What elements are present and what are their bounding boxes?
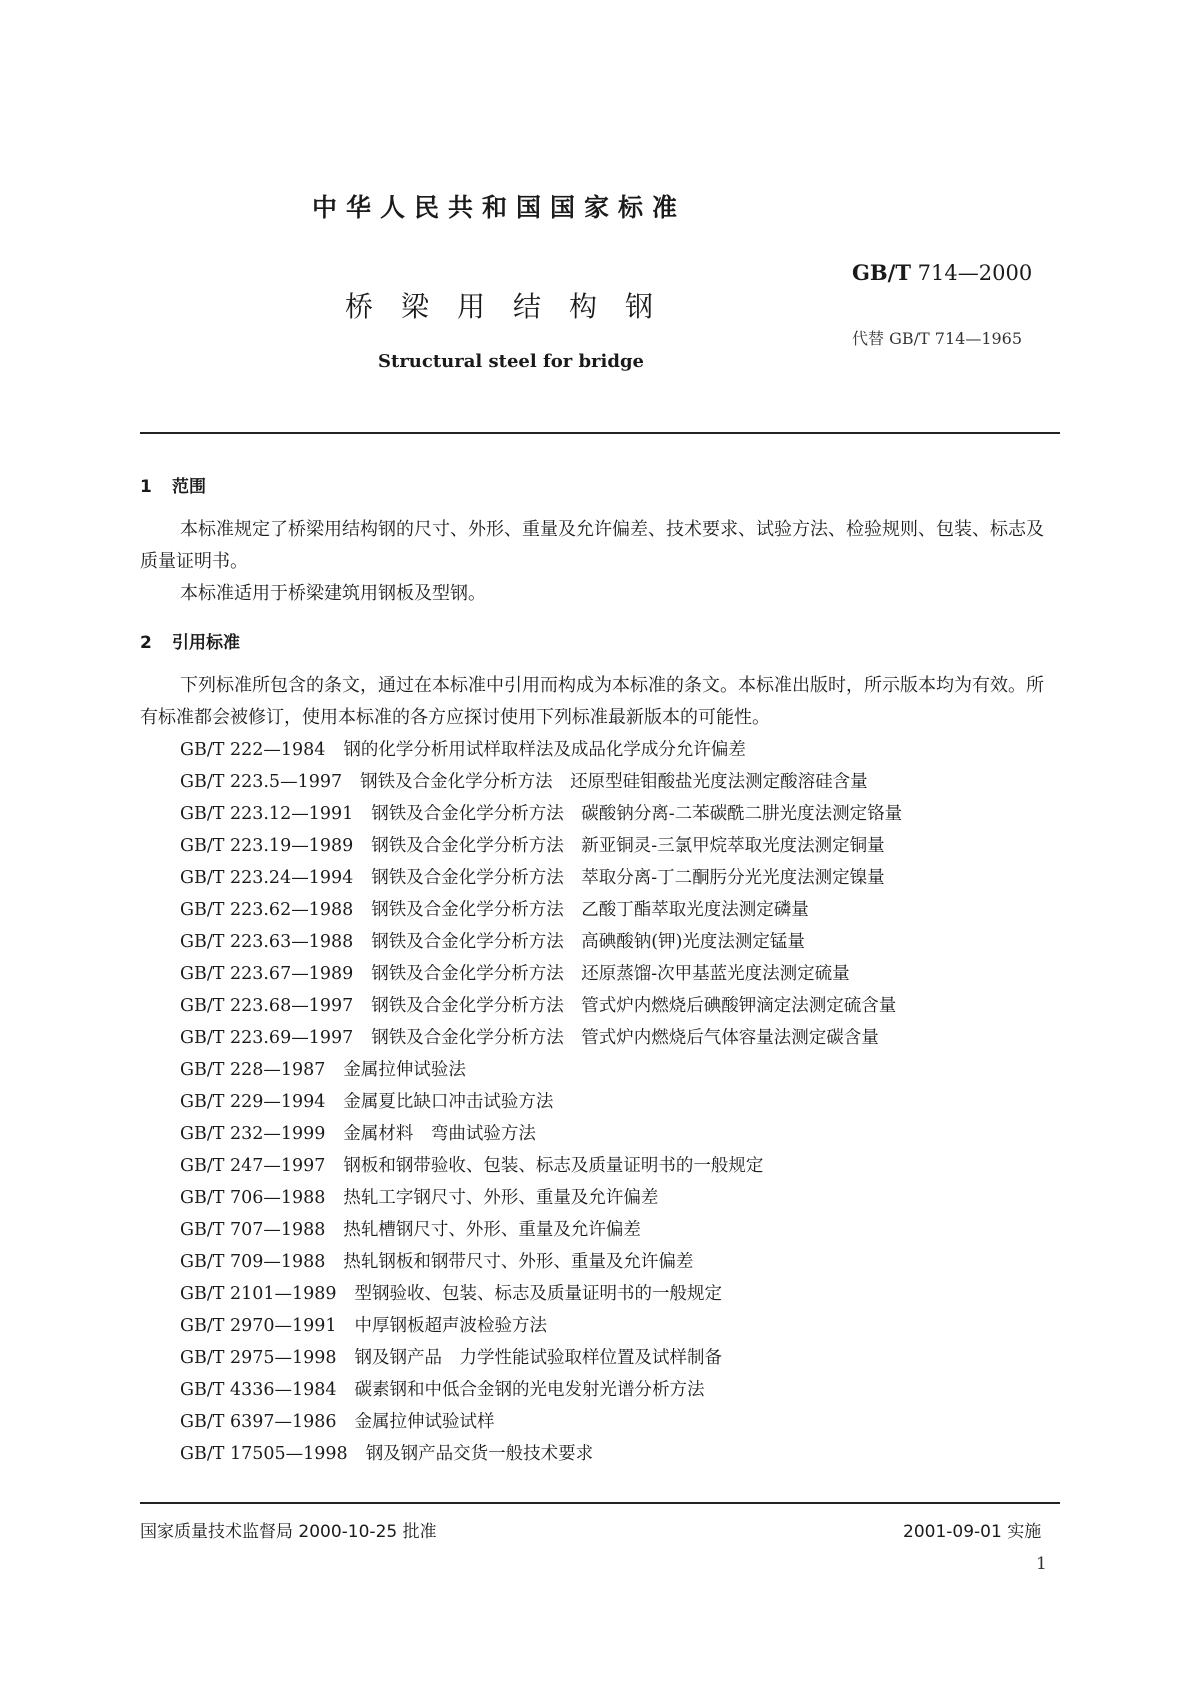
scope-paragraph-1: 本标准规定了桥梁用结构钢的尺寸、外形、重量及允许偏差、技术要求、试验方法、检验规则、包装、标志及质量证明书。 xyxy=(140,519,1044,572)
reference-title: 热轧工字钢尺寸、外形、重量及允许偏差 xyxy=(343,1188,659,1208)
reference-title: 钢及钢产品 力学性能试验取样位置及试样制备 xyxy=(354,1348,723,1368)
reference-code: GB/T 223.62—1988 xyxy=(180,900,354,920)
reference-title: 型钢验收、包装、标志及质量证明书的一般规定 xyxy=(354,1284,723,1304)
reference-item xyxy=(180,926,902,958)
standard-code xyxy=(852,260,1032,285)
reference-title: 钢铁及合金化学分析方法 管式炉内燃烧后碘酸钾滴定法测定硫含量 xyxy=(371,996,897,1016)
section-title: 引用标准 xyxy=(172,633,240,653)
reference-code: GB/T 2970—1991 xyxy=(180,1316,337,1336)
footer-divider xyxy=(140,1502,1060,1504)
reference-item xyxy=(180,798,902,830)
reference-title: 金属拉伸试验试样 xyxy=(354,1412,495,1432)
section-number: 1 xyxy=(140,477,152,497)
reference-code: GB/T 706—1988 xyxy=(180,1188,326,1208)
reference-item xyxy=(180,766,902,798)
reference-title: 钢铁及合金化学分析方法 管式炉内燃烧后气体容量法测定碳含量 xyxy=(371,1028,879,1048)
reference-title: 热轧钢板和钢带尺寸、外形、重量及允许偏差 xyxy=(343,1252,694,1272)
scope-paragraph-2: 本标准适用于桥梁建筑用钢板及型钢。 xyxy=(180,583,486,604)
standard-code-number: 714—2000 xyxy=(917,261,1033,285)
section-number: 2 xyxy=(140,633,152,653)
national-standard-title: 中华人民共和国国家标准 xyxy=(312,193,687,222)
section-title: 范围 xyxy=(172,477,206,497)
reference-code: GB/T 223.63—1988 xyxy=(180,932,354,952)
reference-code: GB/T 247—1997 xyxy=(180,1156,326,1176)
reference-item xyxy=(180,894,902,926)
reference-title: 金属拉伸试验法 xyxy=(343,1060,466,1080)
reference-title: 钢板和钢带验收、包装、标志及质量证明书的一般规定 xyxy=(343,1156,764,1176)
standard-code-prefix: GB/T xyxy=(852,260,911,285)
reference-list xyxy=(180,734,902,1470)
reference-title: 金属夏比缺口冲击试验方法 xyxy=(343,1092,554,1112)
section-1-heading xyxy=(140,472,206,497)
reference-title: 碳素钢和中低合金钢的光电发射光谱分析方法 xyxy=(354,1380,705,1400)
reference-code: GB/T 709—1988 xyxy=(180,1252,326,1272)
reference-item xyxy=(180,1150,902,1182)
reference-item xyxy=(180,990,902,1022)
reference-item xyxy=(180,1278,902,1310)
reference-item xyxy=(180,1342,902,1374)
reference-title: 热轧槽钢尺寸、外形、重量及允许偏差 xyxy=(343,1220,641,1240)
reference-item xyxy=(180,1438,902,1470)
reference-item xyxy=(180,830,902,862)
reference-title: 钢铁及合金化学分析方法 乙酸丁酯萃取光度法测定磷量 xyxy=(371,900,809,920)
reference-item xyxy=(180,958,902,990)
reference-item xyxy=(180,1118,902,1150)
reference-item xyxy=(180,1406,902,1438)
reference-code: GB/T 223.5—1997 xyxy=(180,772,343,792)
reference-item xyxy=(180,862,902,894)
english-subtitle: Structural steel for bridge xyxy=(378,351,644,372)
reference-code: GB/T 223.69—1997 xyxy=(180,1028,354,1048)
reference-code: GB/T 6397—1986 xyxy=(180,1412,337,1432)
reference-code: GB/T 223.67—1989 xyxy=(180,964,354,984)
reference-item xyxy=(180,1214,902,1246)
page-number: 1 xyxy=(1036,1554,1047,1574)
document-title: 桥梁用结构钢 xyxy=(345,290,682,323)
reference-code: GB/T 17505—1998 xyxy=(180,1444,348,1464)
reference-code: GB/T 223.19—1989 xyxy=(180,836,354,856)
reference-item xyxy=(180,1022,902,1054)
reference-code: GB/T 4336—1984 xyxy=(180,1380,337,1400)
reference-item xyxy=(180,1086,902,1118)
reference-code: GB/T 222—1984 xyxy=(180,740,326,760)
reference-title: 钢铁及合金化学分析方法 新亚铜灵-三氯甲烷萃取光度法测定铜量 xyxy=(371,836,885,856)
reference-code: GB/T 223.24—1994 xyxy=(180,868,354,888)
replaces-standard: 代替 GB/T 714—1965 xyxy=(852,329,1023,348)
references-paragraph: 下列标准所包含的条文，通过在本标准中引用而构成为本标准的条文。本标准出版时，所示版本均为有效。所有标准都会被修订，使用本标准的各方应探讨使用下列标准最新版本的可能性。 xyxy=(140,675,1044,728)
approval-info: 国家质量技术监督局 2000-10-25 批准 xyxy=(140,1522,437,1542)
reference-title: 钢铁及合金化学分析方法 高碘酸钠(钾)光度法测定锰量 xyxy=(371,932,805,952)
reference-code: GB/T 707—1988 xyxy=(180,1220,326,1240)
reference-item xyxy=(180,1246,902,1278)
reference-code: GB/T 232—1999 xyxy=(180,1124,326,1144)
reference-item xyxy=(180,734,902,766)
reference-code: GB/T 2975—1998 xyxy=(180,1348,337,1368)
reference-code: GB/T 2101—1989 xyxy=(180,1284,337,1304)
reference-item xyxy=(180,1054,902,1086)
reference-item xyxy=(180,1182,902,1214)
reference-code: GB/T 229—1994 xyxy=(180,1092,326,1112)
reference-title: 钢及钢产品交货一般技术要求 xyxy=(365,1444,594,1464)
section-2-heading xyxy=(140,628,240,653)
header-divider xyxy=(140,432,1060,434)
reference-title: 钢铁及合金化学分析方法 碳酸钠分离-二苯碳酰二肼光度法测定铬量 xyxy=(371,804,903,824)
reference-title: 钢的化学分析用试样取样法及成品化学成分允许偏差 xyxy=(343,740,746,760)
reference-title: 金属材料 弯曲试验方法 xyxy=(343,1124,536,1144)
reference-code: GB/T 223.12—1991 xyxy=(180,804,354,824)
reference-title: 钢铁及合金化学分析方法 萃取分离-丁二酮肟分光光度法测定镍量 xyxy=(371,868,885,888)
reference-title: 中厚钢板超声波检验方法 xyxy=(354,1316,548,1336)
reference-title: 钢铁及合金化学分析方法 还原蒸馏-次甲基蓝光度法测定硫量 xyxy=(371,964,850,984)
reference-item xyxy=(180,1374,902,1406)
reference-title: 钢铁及合金化学分析方法 还原型硅钼酸盐光度法测定酸溶硅含量 xyxy=(360,772,868,792)
reference-item xyxy=(180,1310,902,1342)
reference-code: GB/T 223.68—1997 xyxy=(180,996,354,1016)
reference-code: GB/T 228—1987 xyxy=(180,1060,326,1080)
implementation-date: 2001-09-01 实施 xyxy=(903,1522,1042,1542)
